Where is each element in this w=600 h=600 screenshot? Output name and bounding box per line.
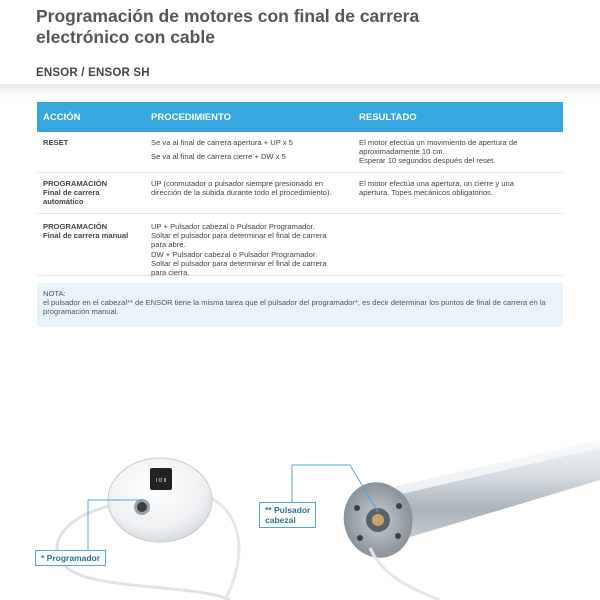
note-label: NOTA: — [43, 289, 66, 298]
head-button — [372, 514, 384, 526]
procedure-cell — [145, 138, 353, 172]
result-cell — [353, 138, 563, 172]
table-row-auto-programming — [37, 173, 563, 214]
head-button-label-line-1: ** Pulsador — [265, 505, 311, 515]
action-cell — [37, 179, 145, 213]
column-header-procedure: PROCEDIMIENTO — [151, 111, 232, 123]
action-label: PROGRAMACIÓN — [43, 222, 108, 231]
result-line: Esperar 10 segundos después del reset. — [359, 156, 496, 166]
head-button-label-line-2: cabezal — [265, 515, 296, 525]
action-sublabel: Final de carrera — [43, 188, 100, 198]
procedure-line: Se va al final de carrera apertura + UP x 5 — [151, 138, 293, 147]
model-subtitle: ENSOR / ENSOR SH — [36, 67, 150, 79]
procedure-line: Soltar el pulsador para determinar el final de carrera — [151, 258, 327, 268]
note-box — [37, 283, 563, 327]
action-label: PROGRAMACIÓN — [43, 179, 108, 188]
programming-table — [37, 102, 563, 276]
column-header-result: RESULTADO — [359, 111, 417, 123]
procedure-line: UP + Pulsador cabezal o Pulsador Programador. — [151, 222, 315, 231]
procedure-line: para cierra. — [151, 268, 190, 278]
page-title — [36, 6, 576, 48]
table-header-row — [37, 102, 563, 132]
action-label: RESET — [43, 138, 69, 147]
section-divider — [0, 84, 600, 98]
head-button-label — [259, 502, 316, 528]
title-line-2: electrónico con cable — [36, 27, 215, 47]
note-text-line-2: programación manual. — [43, 307, 119, 317]
procedure-line: dirección de la subida durante todo el procedimiento). — [151, 188, 332, 198]
procedure-line: para abre. — [151, 240, 186, 250]
action-sublabel: automático — [43, 197, 84, 207]
table-row-reset — [37, 132, 563, 173]
result-cell — [353, 179, 563, 213]
procedure-cell — [145, 222, 353, 278]
result-cell — [353, 222, 563, 275]
title-line-1: Programación de motores con final de carrera — [36, 6, 420, 26]
result-line: apertura. Topes mecánicos obligatorios. — [359, 188, 494, 198]
action-sublabel: Final de carrera manual — [43, 231, 129, 241]
result-line: aproximadamente 10 cm. — [359, 147, 445, 157]
programmer-switch-text: I O II — [155, 478, 167, 484]
tubular-motor — [335, 440, 600, 600]
procedure-cell — [145, 179, 353, 213]
product-illustration — [0, 420, 600, 600]
note-text-line-1: el pulsador en el cabezal** de ENSOR tiene la misma tarea que el pulsador del programador*, es decir determinar los puntos de final de carrera en la — [43, 298, 546, 308]
procedure-line: DW + Pulsador cabezal o Pulsador Programador. — [151, 249, 318, 259]
action-cell — [37, 138, 145, 172]
result-line: El motor efectúa una apertura, un cierre y una — [359, 179, 514, 188]
programmer-button — [137, 502, 147, 512]
procedure-line: UP (conmutador o pulsador siempre presionado en — [151, 179, 324, 188]
column-header-action: ACCIÓN — [43, 111, 81, 123]
procedure-line: Se va al final de carrera cierre + DW x 5 — [151, 152, 286, 162]
programmer-label: * Programador — [35, 550, 106, 566]
action-cell — [37, 222, 145, 275]
table-row-manual-programming — [37, 214, 563, 276]
result-line: El motor efectúa un movimiento de apertura de — [359, 138, 518, 147]
procedure-line: Soltar el pulsador para determinar el final de carrera — [151, 231, 327, 241]
